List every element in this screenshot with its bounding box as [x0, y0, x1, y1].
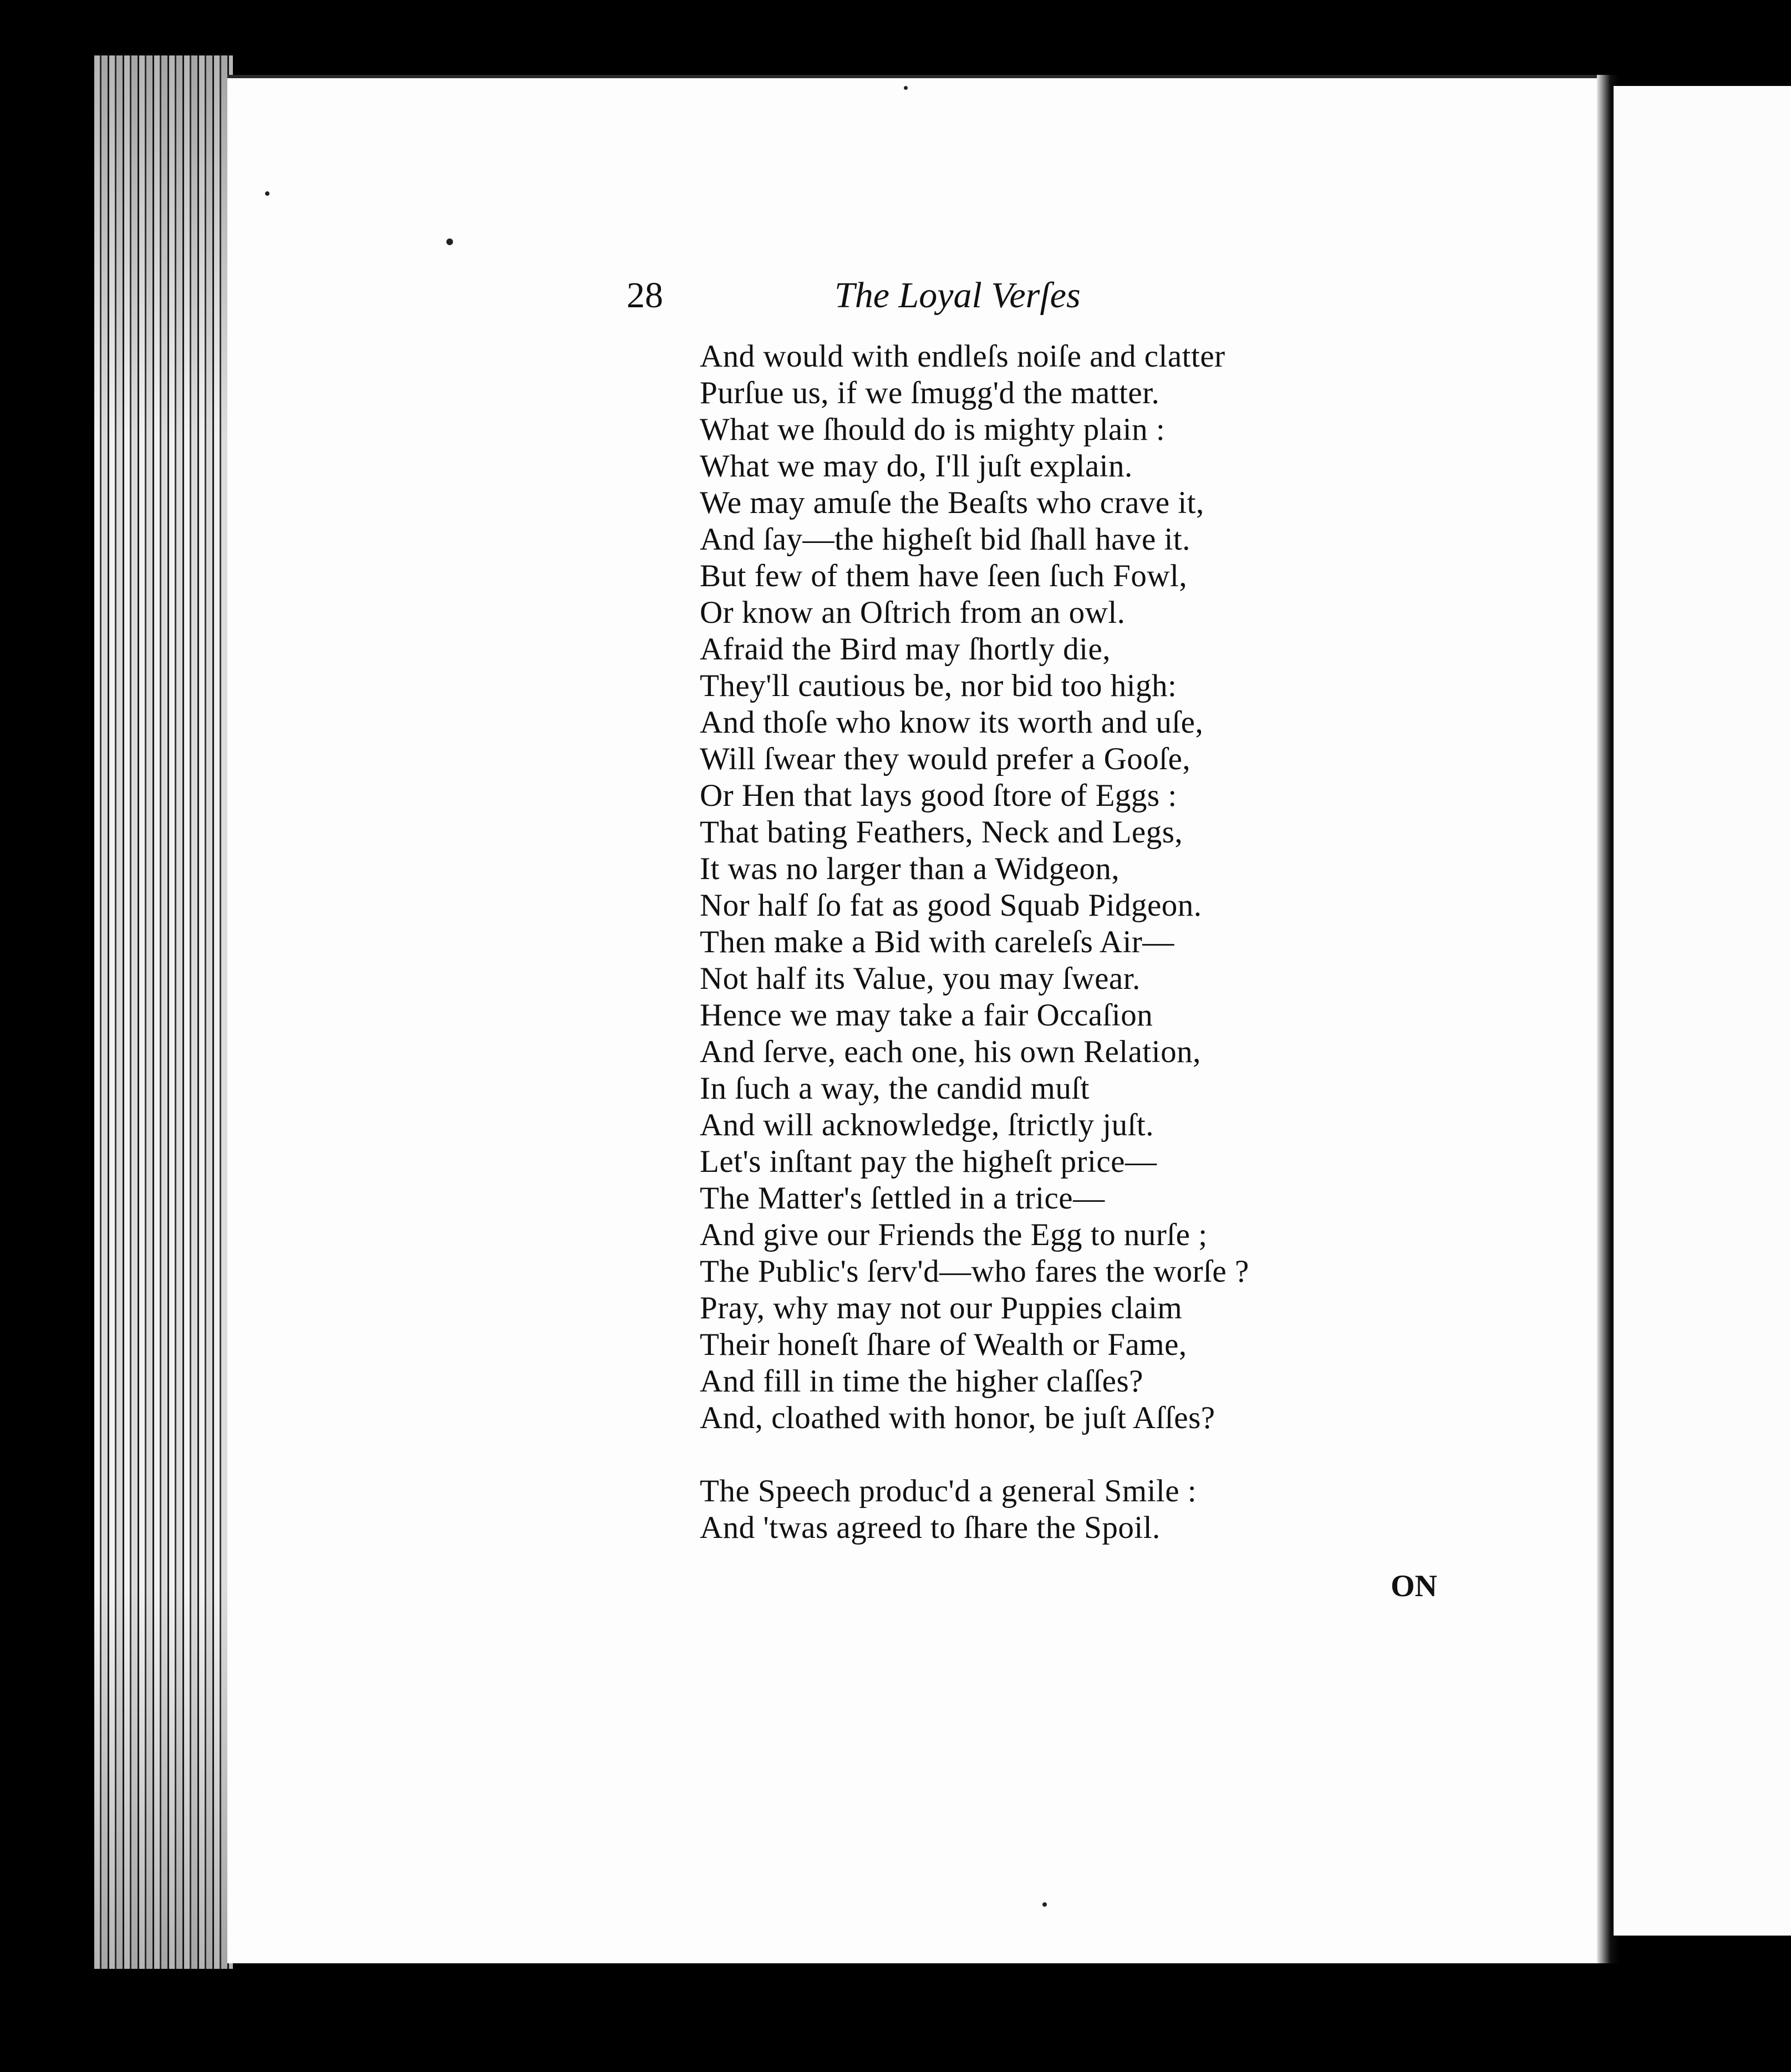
- scan-speck: [1042, 1902, 1047, 1907]
- poem-line: Hence we may take a fair Occaſion: [700, 998, 1153, 1033]
- poem-line: We may amuſe the Beaſts who crave it,: [700, 485, 1204, 520]
- poem-line: That bating Feathers, Neck and Legs,: [700, 815, 1183, 850]
- poem-line: Nor half ſo fat as good Squab Pidgeon.: [700, 888, 1202, 923]
- poem-line: Let's inſtant pay the higheſt price—: [700, 1144, 1157, 1179]
- poem-line: And would with endleſs noiſe and clatter: [700, 339, 1225, 374]
- poem-line: Afraid the Bird may ſhortly die,: [700, 632, 1111, 667]
- poem-line: The Public's ſerv'd—who fares the worſe ?: [700, 1254, 1249, 1289]
- poem-line: And thoſe who know its worth and uſe,: [700, 705, 1204, 740]
- poem-line: Will ſwear they would prefer a Gooſe,: [700, 742, 1191, 776]
- poem-line: And ſerve, each one, his own Relation,: [700, 1034, 1201, 1069]
- poem-line: Their honeſt ſhare of Wealth or Fame,: [700, 1327, 1187, 1362]
- poem-closing-line: The Speech produc'd a general Smile :: [700, 1474, 1197, 1509]
- poem-line: Not half its Value, you may ſwear.: [700, 961, 1141, 996]
- poem-text: [700, 338, 1249, 1546]
- scan-speck: [265, 191, 269, 196]
- facing-page-edge: [1614, 86, 1791, 1936]
- poem-line: In ſuch a way, the candid muſt: [700, 1071, 1090, 1106]
- poem-line: Or Hen that lays good ſtore of Eggs :: [700, 778, 1177, 813]
- poem-line: And, cloathed with honor, be juſt Aſſes?: [700, 1400, 1215, 1435]
- poem-line: The Matter's ſettled in a trice—: [700, 1181, 1105, 1216]
- book-page-edges: [94, 55, 233, 1969]
- poem-line: But few of them have ſeen ſuch Fowl,: [700, 558, 1188, 593]
- scan-speck: [446, 238, 453, 245]
- poem-line: And give our Friends the Egg to nurſe ;: [700, 1217, 1208, 1252]
- poem-line: And fill in time the higher claſſes?: [700, 1364, 1143, 1399]
- catchword: ON: [1391, 1569, 1437, 1603]
- poem-line: It was no larger than a Widgeon,: [700, 851, 1120, 886]
- poem-line: And ſay—the higheſt bid ſhall have it.: [700, 522, 1190, 557]
- poem-line: What we may do, I'll juſt explain.: [700, 449, 1133, 484]
- poem-line: What we ſhould do is mighty plain :: [700, 412, 1166, 447]
- poem-line: Purſue us, if we ſmugg'd the matter.: [700, 375, 1160, 410]
- poem-line: Or know an Oſtrich from an owl.: [700, 595, 1126, 630]
- poem-closing-line: And 'twas agreed to ſhare the Spoil.: [700, 1510, 1161, 1545]
- poem-line: Pray, why may not our Puppies claim: [700, 1291, 1183, 1326]
- page-number: 28: [627, 275, 663, 316]
- poem-line: And will acknowledge, ſtrictly juſt.: [700, 1108, 1154, 1142]
- poem-line: Then make a Bid with careleſs Air—: [700, 925, 1174, 959]
- scan-speck: [904, 86, 908, 90]
- running-head: The Loyal Verſes: [835, 275, 1081, 316]
- poem-line: They'll cautious be, nor bid too high:: [700, 668, 1177, 703]
